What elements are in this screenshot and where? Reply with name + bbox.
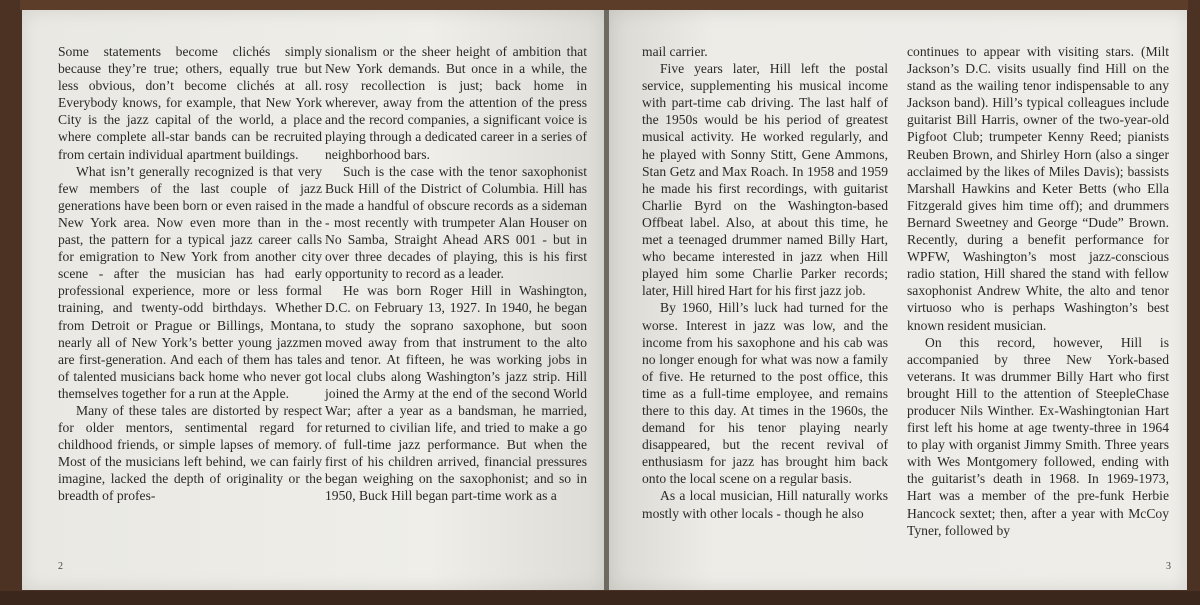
paragraph: sionalism or the sheer height of ambition that New York demands. But once in a while, the rosy recollection is just; back home in wherever, away from the attention of the press and the record companies, a significant voice is playing through a dedicated career in a series of neighborhood bars. bbox=[325, 44, 587, 162]
paragraph: He was born Roger Hill in Washington, D.C. on February 13, 1927. In 1940, he began to study the soprano saxophone, but soon moved away from that instrument to the alto and tenor. At fifteen, he was working jobs in local clubs along Washington’s jazz strip. Hill joined the Army at the end of the second World War; after a year as a bandsman, he married, returned to civilian life, and tried to make a go of full-time jazz performance. But when the first of his children arrived, financial pressures began weighing on the saxophonist; and so in 1950, Buck Hill began part-time work as a bbox=[325, 283, 587, 504]
paragraph: As a local musician, Hill naturally works mostly with other locals - though he also bbox=[642, 488, 888, 521]
right-page-column-2 bbox=[907, 43, 1169, 539]
page-number: 3 bbox=[1166, 561, 1171, 572]
left-page bbox=[22, 10, 605, 590]
left-page-column-1 bbox=[58, 43, 322, 505]
left-page-column-2 bbox=[325, 43, 587, 505]
paragraph: By 1960, Hill’s luck had turned for the worse. Interest in jazz was low, and the income from his saxophone and his cab was no longer enough for what was now a family of five. He returned to the post office, this time as a full-time employee, and remains there to this day. At times in the 1960s, the demand for his tenor playing nearly disappeared, but the recent revival of enthusiasm for jazz has brought him back onto the local scene on a regular basis. bbox=[642, 300, 888, 487]
page-number: 2 bbox=[58, 561, 63, 572]
paragraph: On this record, however, Hill is accompanied by three New York-based veterans. It was drummer Billy Hart who first brought Hill to the attention of SteepleChase producer Nils Winther. Ex-Washingtonian Hart first left his home at age twenty-three in 1964 to play with organist Jimmy Smith. Three years with Wes Montgomery followed, ending with the guitarist’s death in 1968. In 1969-1973, Hart was a member of the pre-funk Herbie Hancock sextet; then, after a year with McCoy Tyner, followed by bbox=[907, 334, 1169, 538]
right-page bbox=[609, 10, 1187, 590]
background-surface-left bbox=[0, 0, 20, 605]
paragraph: Five years later, Hill left the postal service, supplementing his musical income with part-time cab driving. The last half of the 1950s would be his period of greatest musical activity. He worked regularly, and he played with Sonny Stitt, Gene Ammons, Stan Getz and Max Roach. In 1958 and 1959 he made his first recordings, with guitarist Charlie Byrd on the Washington-based Offbeat label. Also, at about this time, he met a teenaged drummer named Billy Hart, who became interested in jazz when Hill played him some Charlie Parker records; later, Hill hired Hart for his first jazz job. bbox=[642, 61, 888, 299]
paragraph: continues to appear with visiting stars. (Milt Jackson’s D.C. visits usually find Hill on the stand as the wailing tenor indispensable to any Jackson band). Hill’s typical colleagues include guitarist Bill Harris, owner of the two-year-old Pigfoot Club; trumpeter Kenny Reed; pianists Reuben Brown, and Shirley Horn (also a singer acclaimed by the likes of Miles Davis); bassists Marshall Hawkins and Keter Betts (who Ella Fitzgerald gives him time off); and drummers Bernard Sweetney and George “Dude” Brown. Recently, during a benefit performance for WPFW, Washington’s most jazz-conscious radio station, Hill shared the stand with fellow saxophonist Andrew White, the alto and tenor virtuoso who is perhaps Washington’s best known resident musician. bbox=[907, 44, 1169, 333]
paragraph: Such is the case with the tenor saxophonist Buck Hill of the District of Columbia. Hill has made a handful of obscure records as a sideman - most recently with trumpeter Alan Houser on No Samba, Straight Ahead ARS 001 - but in over three decades of playing, this is his first opportunity to record as a leader. bbox=[325, 163, 587, 282]
paragraph: Some statements become clichés simply because they’re true; others, equally true but less obvious, don’t become clichés at all. Everybody knows, for example, that New York City is the jazz capital of the world, a place where complete all-star bands can be recruited from certain individual apartment buildings. bbox=[58, 44, 322, 162]
background-surface-top bbox=[0, 0, 1200, 10]
background-surface-right bbox=[1188, 0, 1200, 605]
right-page-column-1 bbox=[642, 43, 888, 522]
paragraph: mail carrier. bbox=[642, 44, 708, 59]
paragraph: Many of these tales are distorted by respect for older mentors, sentimental regard for childhood friends, or simple lapses of memory. Most of the musicians left behind, we can fairly imagine, lacked the depth of originality or the breadth of profes- bbox=[58, 402, 322, 504]
background-surface-bottom bbox=[0, 591, 1200, 605]
paragraph: What isn’t generally recognized is that very few members of the last couple of jazz generations have been born or even raised in the New York area. Now even more than in the past, the pattern for a typical jazz career calls for emigration to New York from another city scene - after the musician has had early professional experience, more or less formal training, and twenty-odd birthdays. Whether from Detroit or Prague or Billings, Montana, nearly all of New York’s better young jazzmen are first-generation. And each of them has tales of talented musicians back home who never got themselves together for a run at the Apple. bbox=[58, 163, 322, 401]
